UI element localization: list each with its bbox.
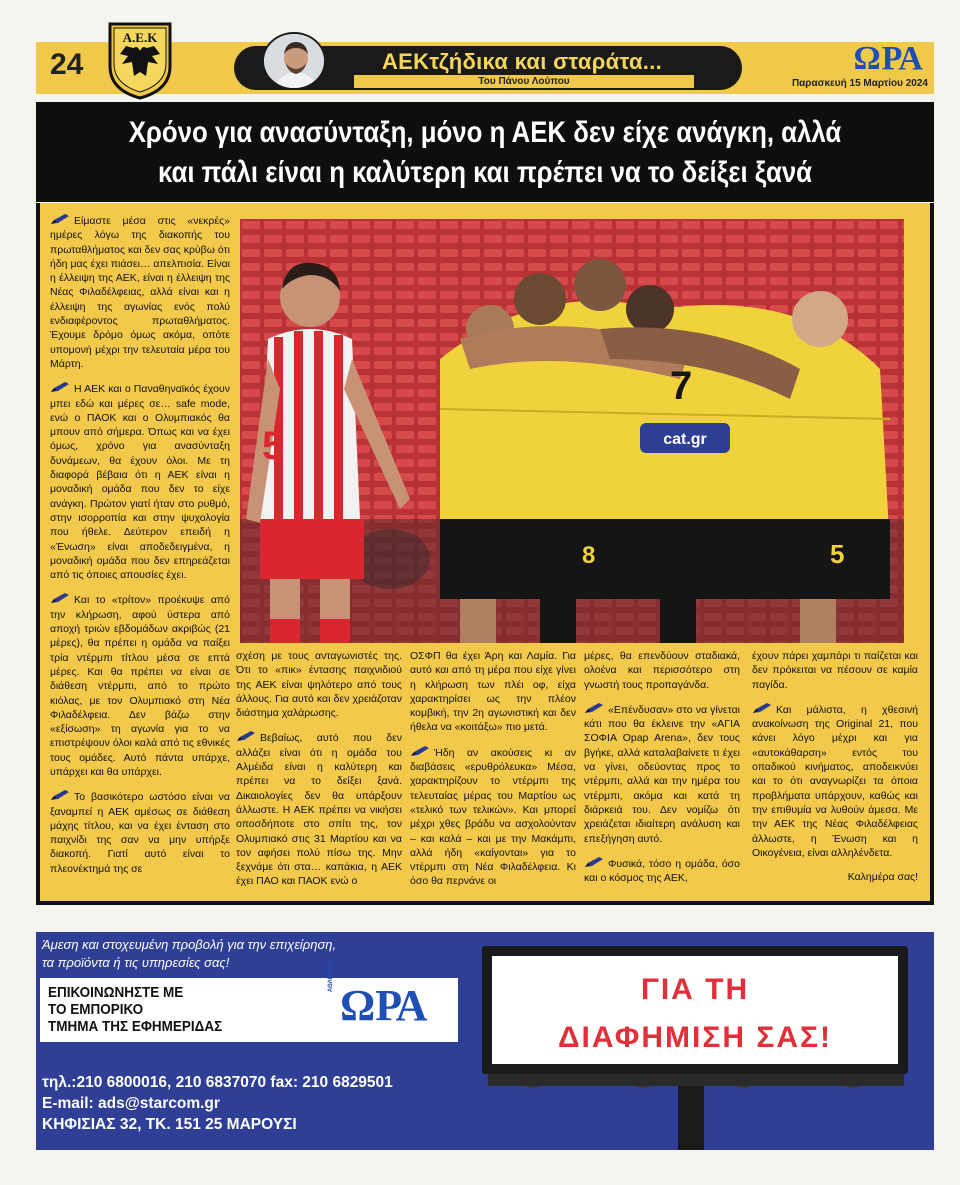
paragraph: Φυσικά, τόσο η ομάδα, όσο και ο κόσμος της ΑΕΚ,	[584, 857, 740, 885]
ad-contact-text	[48, 984, 300, 1035]
paragraph: Η ΑΕΚ και ο Παναθηναϊκός έχουν μπει εδώ και μέρες σε… safe mode, ενώ ο ΠΑΟΚ και ο Ολυμπιακός θα μπουν από σήμερα. Όπως και να έχει όμως, χρόνο για ανασύνταξη δυνάμεων, θα έχουν όλοι. Με τη διαφορά βέβαια ότι η ΑΕΚ είναι η μοναδική ομάδα που δεν το είχε ανάγκη. Πρώτον γιατί ήταν στο ρυθμό, στην ισορροπία και στην ψυχολογία που ήθελε. Δεύτερον επειδή η «Ένωση» είναι αποδεδειγμένα, η μοναδική ομάδα που δεν επηρεάζεται από τις όποιες απουσίες έχει.	[50, 383, 230, 582]
column-title: ΑΕΚτζήδικα και σταράτα...	[381, 49, 663, 74]
billboard-line-1: ΓΙΑ ΤΗ	[640, 973, 750, 1006]
headline	[99, 102, 871, 193]
article-body	[40, 203, 930, 901]
column-banner	[234, 46, 742, 90]
column-author: Του Πάνου Λούπου	[354, 75, 694, 88]
ad-tagline	[42, 936, 482, 972]
billboard-face	[482, 946, 908, 1074]
pen-icon	[584, 856, 604, 868]
pen-icon	[584, 702, 604, 714]
pen-icon	[410, 745, 430, 757]
contact-line-3: ΤΜΗΜΑ ΤΗΣ ΕΦΗΜΕΡΙΔΑΣ	[48, 1018, 223, 1035]
paragraph: σχέση με τους ανταγωνιστές της. Ότι το «πικ» έντασης παιχνιδιού της ΑΕΚ είναι ψηλότερο από τους άλλους. Για αυτό και δεν χρειάζοταν διάστημα χαλάρωσης.	[236, 650, 402, 720]
billboard-line-2: ΔΙΑΦΗΜΙΣΗ ΣΑΣ!	[557, 1021, 833, 1054]
headline-line-1: Χρόνο για ανασύνταξη, μόνο η ΑΕΚ δεν είχε ανάγκη, αλλά	[128, 116, 842, 149]
paragraph: Είμαστε μέσα στις «νεκρές» ημέρες λόγω της διακοπής του πρωταθλήματος και δεν σας κρύβω ότι ήδη μας έχει πιάσει… απελπισία. Είναι η έλλειψη της ΑΕΚ, είναι η έλλειψη της Νέας Φιλαδέλφειας, αλλά είναι και η έλλειψη της αγωνίας ενός πολύ ενδιαφέροντος πρωταθλήματος. Έχουμε δρόμο όμως ακόμα, οπότε υπομονή μέχρι την τελευταία μέρα του Μάρτη.	[50, 215, 230, 370]
column-2	[236, 649, 402, 899]
ad-phone: τηλ.:210 6800016, 210 6837070 fax: 210 6829501	[42, 1074, 393, 1091]
headline-box	[36, 102, 934, 202]
ad-logo-subtitle: ΑΘΛΗΤΙΚΗ	[328, 960, 334, 992]
billboard-post	[678, 1086, 704, 1150]
newspaper-logo: ΩΡΑ	[853, 40, 924, 77]
article	[36, 203, 934, 905]
svg-text:8: 8	[582, 542, 596, 569]
paragraph: Το βασικότερο ωστόσο είναι να ξαναμπεί η ΑΕΚ αμέσως σε διάθεση μάχης τίτλου, και να έχει ένταση στο παιχνίδι της σαν να μην υπήρξε διακοπή. Γιατί αυτό είναι το πλεονέκτημά της σε	[50, 791, 230, 875]
svg-text:5: 5	[262, 424, 285, 468]
author-photo	[262, 32, 326, 90]
paragraph: Ήδη αν ακούσεις κι αν διαβάσεις «ερυθρόλευκα» Μέσα, χαρακτηρίζουν το ντέρμπι της τελευταίας μέρας του Μαρτίου ως «τελικό των τελικών». Και μπορεί μέχρι χθες βράδυ να ασχολούνταν – και καλά – και με την Μακάμπι, αλλά ήδη «καίγονται» για το ντέρμπι στη Νέα Φιλαδέλφεια. Κι όσο θα περνάνε οι	[410, 746, 576, 888]
contact-line-1: ΕΠΙΚΟΙΝΩΝΗΣΤΕ ΜΕ	[48, 984, 184, 1001]
aek-crest-icon	[106, 20, 174, 100]
pen-icon	[50, 213, 70, 225]
svg-text:cat.gr: cat.gr	[663, 431, 707, 448]
column-5	[752, 649, 918, 884]
paragraph: μέρες, θα επενδύουν σταδιακά, ολοένα και περισσότερο στη γνωστή τους προπαγάνδα.	[584, 650, 740, 691]
paragraph: Και μάλιστα, η χθεσινή ανακοίνωση της Original 21, που κάνει λόγο μέχρι και για «αυτοκάθαρση» εντός του οπαδικού κινήματος, αποδεικνύει και το ότι αναγνωρίζει τα όποια προβλήματα υπάρχουν, καθώς και την επιθυμία να λυθούν άμεσα. Με την ΑΕΚ της Νέας Φιλαδέλφειας άλλωστε, η Ένωση και η Οικογένεια, είναι αλληλένδετα.	[752, 703, 918, 859]
advertisement	[36, 932, 934, 1150]
headline-line-2: και πάλι είναι η καλύτερη και πρέπει να το δείξει ξανά	[157, 156, 813, 189]
billboard-text	[492, 966, 898, 1062]
pen-icon	[752, 702, 772, 714]
page-number: 24	[50, 48, 84, 81]
ad-tagline-line-1: Άμεση και στοχευμένη προβολή για την επιχείρηση,	[42, 937, 337, 952]
svg-text:5: 5	[830, 539, 845, 569]
issue-date: Παρασκευή 15 Μαρτίου 2024	[791, 78, 928, 89]
column-1	[50, 213, 230, 886]
column-4	[584, 649, 740, 895]
billboard-rail	[488, 1074, 904, 1086]
paragraph: ΟΣΦΠ θα έχει Άρη και Λαμία. Για αυτό και από τη μέρα που είχε γίνει η κλήρωση των πλέι οφ, είχα χαρακτηρίσει ως την πλέον κομβική, την 2η αγωνιστική και δεν ήθελα να «κοιτάξω» πιο μετά.	[410, 650, 576, 734]
article-photo	[240, 219, 904, 643]
football-celebration-photo	[240, 219, 904, 643]
pen-icon	[50, 592, 70, 604]
sign-off: Καλημέρα σας!	[847, 871, 918, 884]
contact-line-2: ΤΟ ΕΜΠΟΡΙΚΟ	[48, 1001, 144, 1018]
svg-text:7: 7	[670, 364, 693, 408]
pen-icon	[236, 730, 256, 742]
paragraph: «Επένδυσαν» στο να γίνεται κάτι που θα έκλεινε την «ΑΓΙΑ ΣΟΦΙΑ Opap Arena», δεν τους βγήκε, αλλά καταλαβαίνετε τι έχει να γίνει, οδεύοντας προς το ντέρμπι, αλλά και την ημέρα του ντέρμπι, ακόμα και κατά τη διάρκειά του. Δεν νομίζω ότι χρειάζεται ιδιαίτερη ανάλυση και επεξήγηση αυτό.	[584, 703, 740, 845]
billboard	[482, 946, 922, 1146]
ad-email: E-mail: ads@starcom.gr	[42, 1095, 220, 1112]
column-3	[410, 649, 576, 899]
paragraph: Βεβαίως, αυτό που δεν αλλάζει είναι ότι η ομάδα του Αλμέιδα είναι η καλύτερη και πρέπει να το δείξει ξανά. Δικαιολογίες δεν θα υπάρξουν άλλωστε. Η ΑΕΚ πρέπει να νικήσει οποσδήποτε στο σπίτι της, τον Ολυμπιακό στις 31 Μαρτίου και να τον αφήσει πολύ πίσω της. Μην ξεχνάμε ότι στα… καπάκια, η ΑΕΚ έχει ΠΑΟ και ΠΑΟΚ ενώ ο	[236, 732, 402, 888]
ad-logo: ΩΡΑ	[340, 981, 428, 1030]
page-header	[36, 30, 934, 94]
pen-icon	[50, 789, 70, 801]
ad-address: ΚΗΦΙΣΙΑΣ 32, ΤΚ. 151 25 ΜΑΡΟΥΣΙ	[42, 1116, 297, 1133]
ad-contact-details	[42, 1072, 393, 1135]
paragraph: Και το «τρίτον» προέκυψε από την κλήρωση, αφού ύστερα από αποχή τριών εβδομάδων ακριβώς (21 μέρες), θα πρέπει η ομάδα να παίξει τρία ντέρμπι τίτλου μέσα σε επτά μέρες. Και θα πρέπει να είναι σε διάθεση ντέρμπι, από το πρώτο κιόλας, με τον Ολυμπιακό στη Νέα Φιλαδέλφεια. Δεν βάζω στην «εξίσωση» τη αγωνία για το να επιστρέψουν όλοι καλά από τις εθνικές τους ομάδες. Αυτό πάντα υπάρχε, υπάρχει και θα υπάρχει.	[50, 594, 230, 778]
ad-tagline-line-2: τα προϊόντα ή τις υπηρεσίες σας!	[42, 955, 230, 970]
pen-icon	[50, 381, 70, 393]
paragraph: έχουν πάρει χαμπάρι τι παίζεται και δεν πρόκειται να πέσουν σε καμία παγίδα.	[752, 650, 918, 691]
svg-text:Α.Ε.Κ: Α.Ε.Κ	[122, 30, 158, 45]
